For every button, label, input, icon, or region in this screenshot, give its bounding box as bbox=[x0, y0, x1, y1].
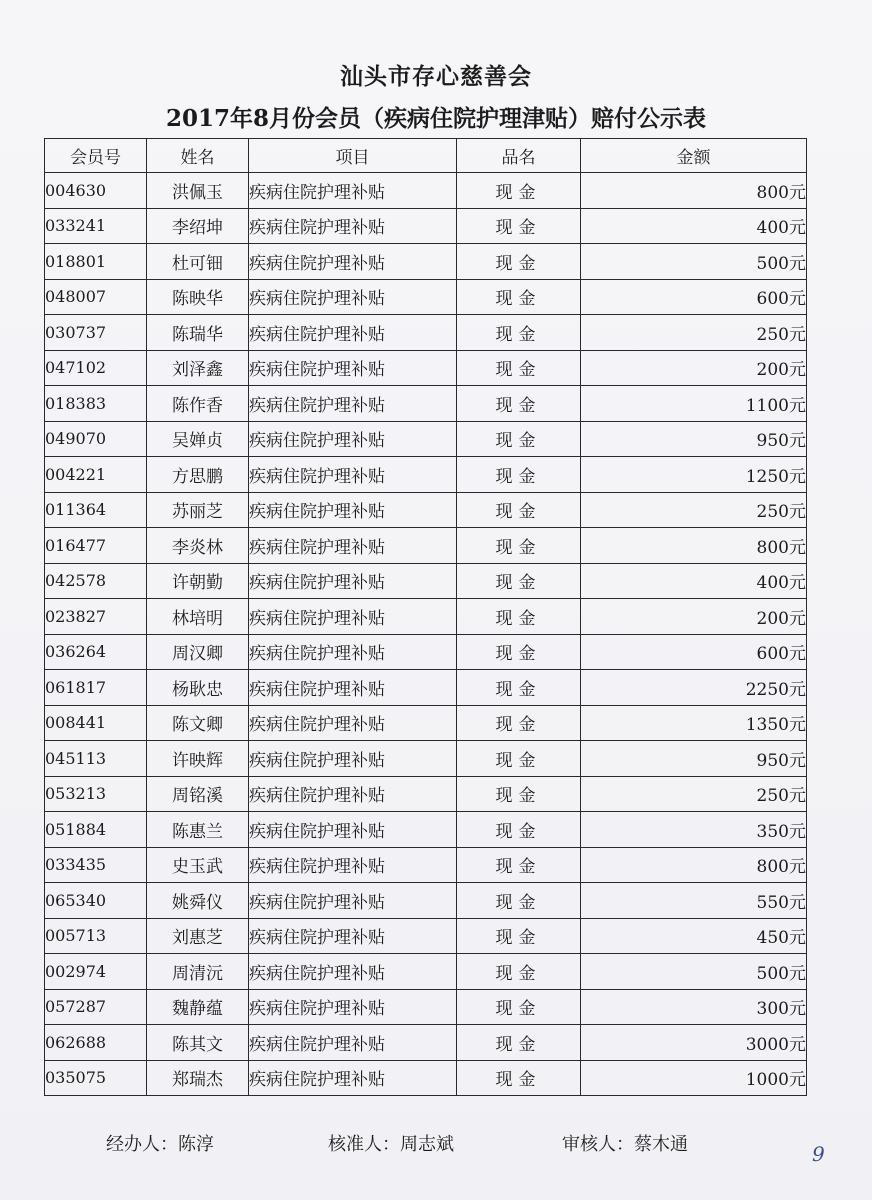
item-cell: 疾病住院护理补贴 bbox=[249, 1025, 457, 1061]
member-id-cell: 018383 bbox=[45, 386, 147, 422]
member-id-cell: 008441 bbox=[45, 705, 147, 741]
table-row bbox=[45, 705, 807, 741]
category-cell: 现金 bbox=[457, 315, 581, 351]
approver-signature: 核准人：周志斌 bbox=[328, 1134, 454, 1155]
reviewer-signature: 审核人：蔡木通 bbox=[562, 1134, 688, 1155]
category-cell: 现金 bbox=[457, 883, 581, 919]
column-header-category: 品名 bbox=[457, 139, 581, 173]
amount-cell: 800元 bbox=[581, 528, 807, 564]
category-cell: 现金 bbox=[457, 386, 581, 422]
amount-cell: 250元 bbox=[581, 776, 807, 812]
name-cell: 吴婵贞 bbox=[147, 421, 249, 457]
member-id-cell: 035075 bbox=[45, 1060, 147, 1096]
item-cell: 疾病住院护理补贴 bbox=[249, 634, 457, 670]
amount-cell: 350元 bbox=[581, 812, 807, 848]
item-cell: 疾病住院护理补贴 bbox=[249, 989, 457, 1025]
page-number: 9 bbox=[812, 1142, 825, 1166]
member-id-cell: 045113 bbox=[45, 741, 147, 777]
table-row bbox=[45, 812, 807, 848]
name-cell: 陈文卿 bbox=[147, 705, 249, 741]
member-id-cell: 048007 bbox=[45, 279, 147, 315]
item-cell: 疾病住院护理补贴 bbox=[249, 386, 457, 422]
name-cell: 陈作香 bbox=[147, 386, 249, 422]
item-cell: 疾病住院护理补贴 bbox=[249, 350, 457, 386]
column-header-item: 项目 bbox=[249, 139, 457, 173]
table-row bbox=[45, 634, 807, 670]
table-row bbox=[45, 421, 807, 457]
category-cell: 现金 bbox=[457, 670, 581, 706]
amount-cell: 1250元 bbox=[581, 457, 807, 493]
name-cell: 方思鹏 bbox=[147, 457, 249, 493]
name-cell: 姚舜仪 bbox=[147, 883, 249, 919]
member-id-cell: 061817 bbox=[45, 670, 147, 706]
item-cell: 疾病住院护理补贴 bbox=[249, 918, 457, 954]
member-id-cell: 057287 bbox=[45, 989, 147, 1025]
table-row bbox=[45, 386, 807, 422]
category-cell: 现金 bbox=[457, 1060, 581, 1096]
member-id-cell: 065340 bbox=[45, 883, 147, 919]
handler-signature: 经办人：陈淳 bbox=[106, 1134, 214, 1155]
item-cell: 疾病住院护理补贴 bbox=[249, 776, 457, 812]
item-cell: 疾病住院护理补贴 bbox=[249, 847, 457, 883]
amount-cell: 600元 bbox=[581, 279, 807, 315]
category-cell: 现金 bbox=[457, 208, 581, 244]
name-cell: 林培明 bbox=[147, 599, 249, 635]
name-cell: 陈映华 bbox=[147, 279, 249, 315]
item-cell: 疾病住院护理补贴 bbox=[249, 954, 457, 990]
amount-cell: 250元 bbox=[581, 315, 807, 351]
table-row bbox=[45, 315, 807, 351]
member-id-cell: 004630 bbox=[45, 173, 147, 209]
category-cell: 现金 bbox=[457, 244, 581, 280]
name-cell: 魏静蕴 bbox=[147, 989, 249, 1025]
item-cell: 疾病住院护理补贴 bbox=[249, 1060, 457, 1096]
table-row bbox=[45, 599, 807, 635]
table-row bbox=[45, 528, 807, 564]
category-cell: 现金 bbox=[457, 173, 581, 209]
category-cell: 现金 bbox=[457, 279, 581, 315]
member-id-cell: 018801 bbox=[45, 244, 147, 280]
amount-cell: 200元 bbox=[581, 350, 807, 386]
amount-cell: 600元 bbox=[581, 634, 807, 670]
item-cell: 疾病住院护理补贴 bbox=[249, 883, 457, 919]
table-row bbox=[45, 954, 807, 990]
name-cell: 洪佩玉 bbox=[147, 173, 249, 209]
amount-cell: 500元 bbox=[581, 954, 807, 990]
name-cell: 周铭溪 bbox=[147, 776, 249, 812]
amount-cell: 3000元 bbox=[581, 1025, 807, 1061]
amount-cell: 550元 bbox=[581, 883, 807, 919]
table-row bbox=[45, 847, 807, 883]
amount-cell: 1350元 bbox=[581, 705, 807, 741]
item-cell: 疾病住院护理补贴 bbox=[249, 208, 457, 244]
name-cell: 李绍坤 bbox=[147, 208, 249, 244]
name-cell: 刘惠芝 bbox=[147, 918, 249, 954]
name-cell: 周汉卿 bbox=[147, 634, 249, 670]
amount-cell: 2250元 bbox=[581, 670, 807, 706]
category-cell: 现金 bbox=[457, 705, 581, 741]
table-row bbox=[45, 989, 807, 1025]
member-id-cell: 033435 bbox=[45, 847, 147, 883]
member-id-cell: 042578 bbox=[45, 563, 147, 599]
amount-cell: 400元 bbox=[581, 563, 807, 599]
item-cell: 疾病住院护理补贴 bbox=[249, 315, 457, 351]
item-cell: 疾病住院护理补贴 bbox=[249, 528, 457, 564]
name-cell: 郑瑞杰 bbox=[147, 1060, 249, 1096]
category-cell: 现金 bbox=[457, 350, 581, 386]
item-cell: 疾病住院护理补贴 bbox=[249, 279, 457, 315]
member-id-cell: 062688 bbox=[45, 1025, 147, 1061]
member-id-cell: 002974 bbox=[45, 954, 147, 990]
member-id-cell: 005713 bbox=[45, 918, 147, 954]
category-cell: 现金 bbox=[457, 954, 581, 990]
table-row bbox=[45, 279, 807, 315]
category-cell: 现金 bbox=[457, 599, 581, 635]
name-cell: 陈其文 bbox=[147, 1025, 249, 1061]
amount-cell: 800元 bbox=[581, 847, 807, 883]
amount-cell: 950元 bbox=[581, 421, 807, 457]
item-cell: 疾病住院护理补贴 bbox=[249, 705, 457, 741]
category-cell: 现金 bbox=[457, 812, 581, 848]
table-row bbox=[45, 492, 807, 528]
member-id-cell: 051884 bbox=[45, 812, 147, 848]
member-id-cell: 004221 bbox=[45, 457, 147, 493]
item-cell: 疾病住院护理补贴 bbox=[249, 492, 457, 528]
amount-cell: 300元 bbox=[581, 989, 807, 1025]
amount-cell: 200元 bbox=[581, 599, 807, 635]
column-header-amount: 金额 bbox=[581, 139, 807, 173]
category-cell: 现金 bbox=[457, 563, 581, 599]
payout-table bbox=[44, 138, 807, 1096]
member-id-cell: 030737 bbox=[45, 315, 147, 351]
member-id-cell: 047102 bbox=[45, 350, 147, 386]
category-cell: 现金 bbox=[457, 847, 581, 883]
name-cell: 李炎林 bbox=[147, 528, 249, 564]
amount-cell: 800元 bbox=[581, 173, 807, 209]
table-row bbox=[45, 883, 807, 919]
item-cell: 疾病住院护理补贴 bbox=[249, 670, 457, 706]
amount-cell: 950元 bbox=[581, 741, 807, 777]
member-id-cell: 033241 bbox=[45, 208, 147, 244]
table-row bbox=[45, 244, 807, 280]
member-id-cell: 036264 bbox=[45, 634, 147, 670]
name-cell: 许映辉 bbox=[147, 741, 249, 777]
category-cell: 现金 bbox=[457, 776, 581, 812]
name-cell: 刘泽鑫 bbox=[147, 350, 249, 386]
table-row bbox=[45, 457, 807, 493]
table-row bbox=[45, 918, 807, 954]
item-cell: 疾病住院护理补贴 bbox=[249, 741, 457, 777]
amount-cell: 1100元 bbox=[581, 386, 807, 422]
amount-cell: 400元 bbox=[581, 208, 807, 244]
category-cell: 现金 bbox=[457, 634, 581, 670]
table-row bbox=[45, 1060, 807, 1096]
table-header-row bbox=[45, 139, 807, 173]
document-title: 2017年8月份会员（疾病住院护理津贴）赔付公示表 bbox=[165, 105, 707, 132]
item-cell: 疾病住院护理补贴 bbox=[249, 563, 457, 599]
category-cell: 现金 bbox=[457, 528, 581, 564]
item-cell: 疾病住院护理补贴 bbox=[249, 599, 457, 635]
organization-title: 汕头市存心慈善会 bbox=[340, 63, 532, 90]
name-cell: 杜可钿 bbox=[147, 244, 249, 280]
table-row bbox=[45, 173, 807, 209]
table-row bbox=[45, 670, 807, 706]
table-row bbox=[45, 1025, 807, 1061]
member-id-cell: 053213 bbox=[45, 776, 147, 812]
name-cell: 杨耿忠 bbox=[147, 670, 249, 706]
table-body bbox=[45, 173, 807, 1096]
table-row bbox=[45, 208, 807, 244]
category-cell: 现金 bbox=[457, 741, 581, 777]
category-cell: 现金 bbox=[457, 1025, 581, 1061]
member-id-cell: 016477 bbox=[45, 528, 147, 564]
name-cell: 陈惠兰 bbox=[147, 812, 249, 848]
name-cell: 苏丽芝 bbox=[147, 492, 249, 528]
item-cell: 疾病住院护理补贴 bbox=[249, 812, 457, 848]
category-cell: 现金 bbox=[457, 421, 581, 457]
table-row bbox=[45, 776, 807, 812]
category-cell: 现金 bbox=[457, 918, 581, 954]
category-cell: 现金 bbox=[457, 492, 581, 528]
name-cell: 许朝勤 bbox=[147, 563, 249, 599]
member-id-cell: 011364 bbox=[45, 492, 147, 528]
amount-cell: 250元 bbox=[581, 492, 807, 528]
category-cell: 现金 bbox=[457, 989, 581, 1025]
item-cell: 疾病住院护理补贴 bbox=[249, 173, 457, 209]
column-header-member-id: 会员号 bbox=[45, 139, 147, 173]
item-cell: 疾病住院护理补贴 bbox=[249, 457, 457, 493]
amount-cell: 1000元 bbox=[581, 1060, 807, 1096]
member-id-cell: 023827 bbox=[45, 599, 147, 635]
item-cell: 疾病住院护理补贴 bbox=[249, 244, 457, 280]
table-row bbox=[45, 350, 807, 386]
name-cell: 陈瑞华 bbox=[147, 315, 249, 351]
amount-cell: 500元 bbox=[581, 244, 807, 280]
name-cell: 史玉武 bbox=[147, 847, 249, 883]
amount-cell: 450元 bbox=[581, 918, 807, 954]
name-cell: 周清沅 bbox=[147, 954, 249, 990]
table-row bbox=[45, 563, 807, 599]
item-cell: 疾病住院护理补贴 bbox=[249, 421, 457, 457]
table-row bbox=[45, 741, 807, 777]
member-id-cell: 049070 bbox=[45, 421, 147, 457]
column-header-name: 姓名 bbox=[147, 139, 249, 173]
category-cell: 现金 bbox=[457, 457, 581, 493]
